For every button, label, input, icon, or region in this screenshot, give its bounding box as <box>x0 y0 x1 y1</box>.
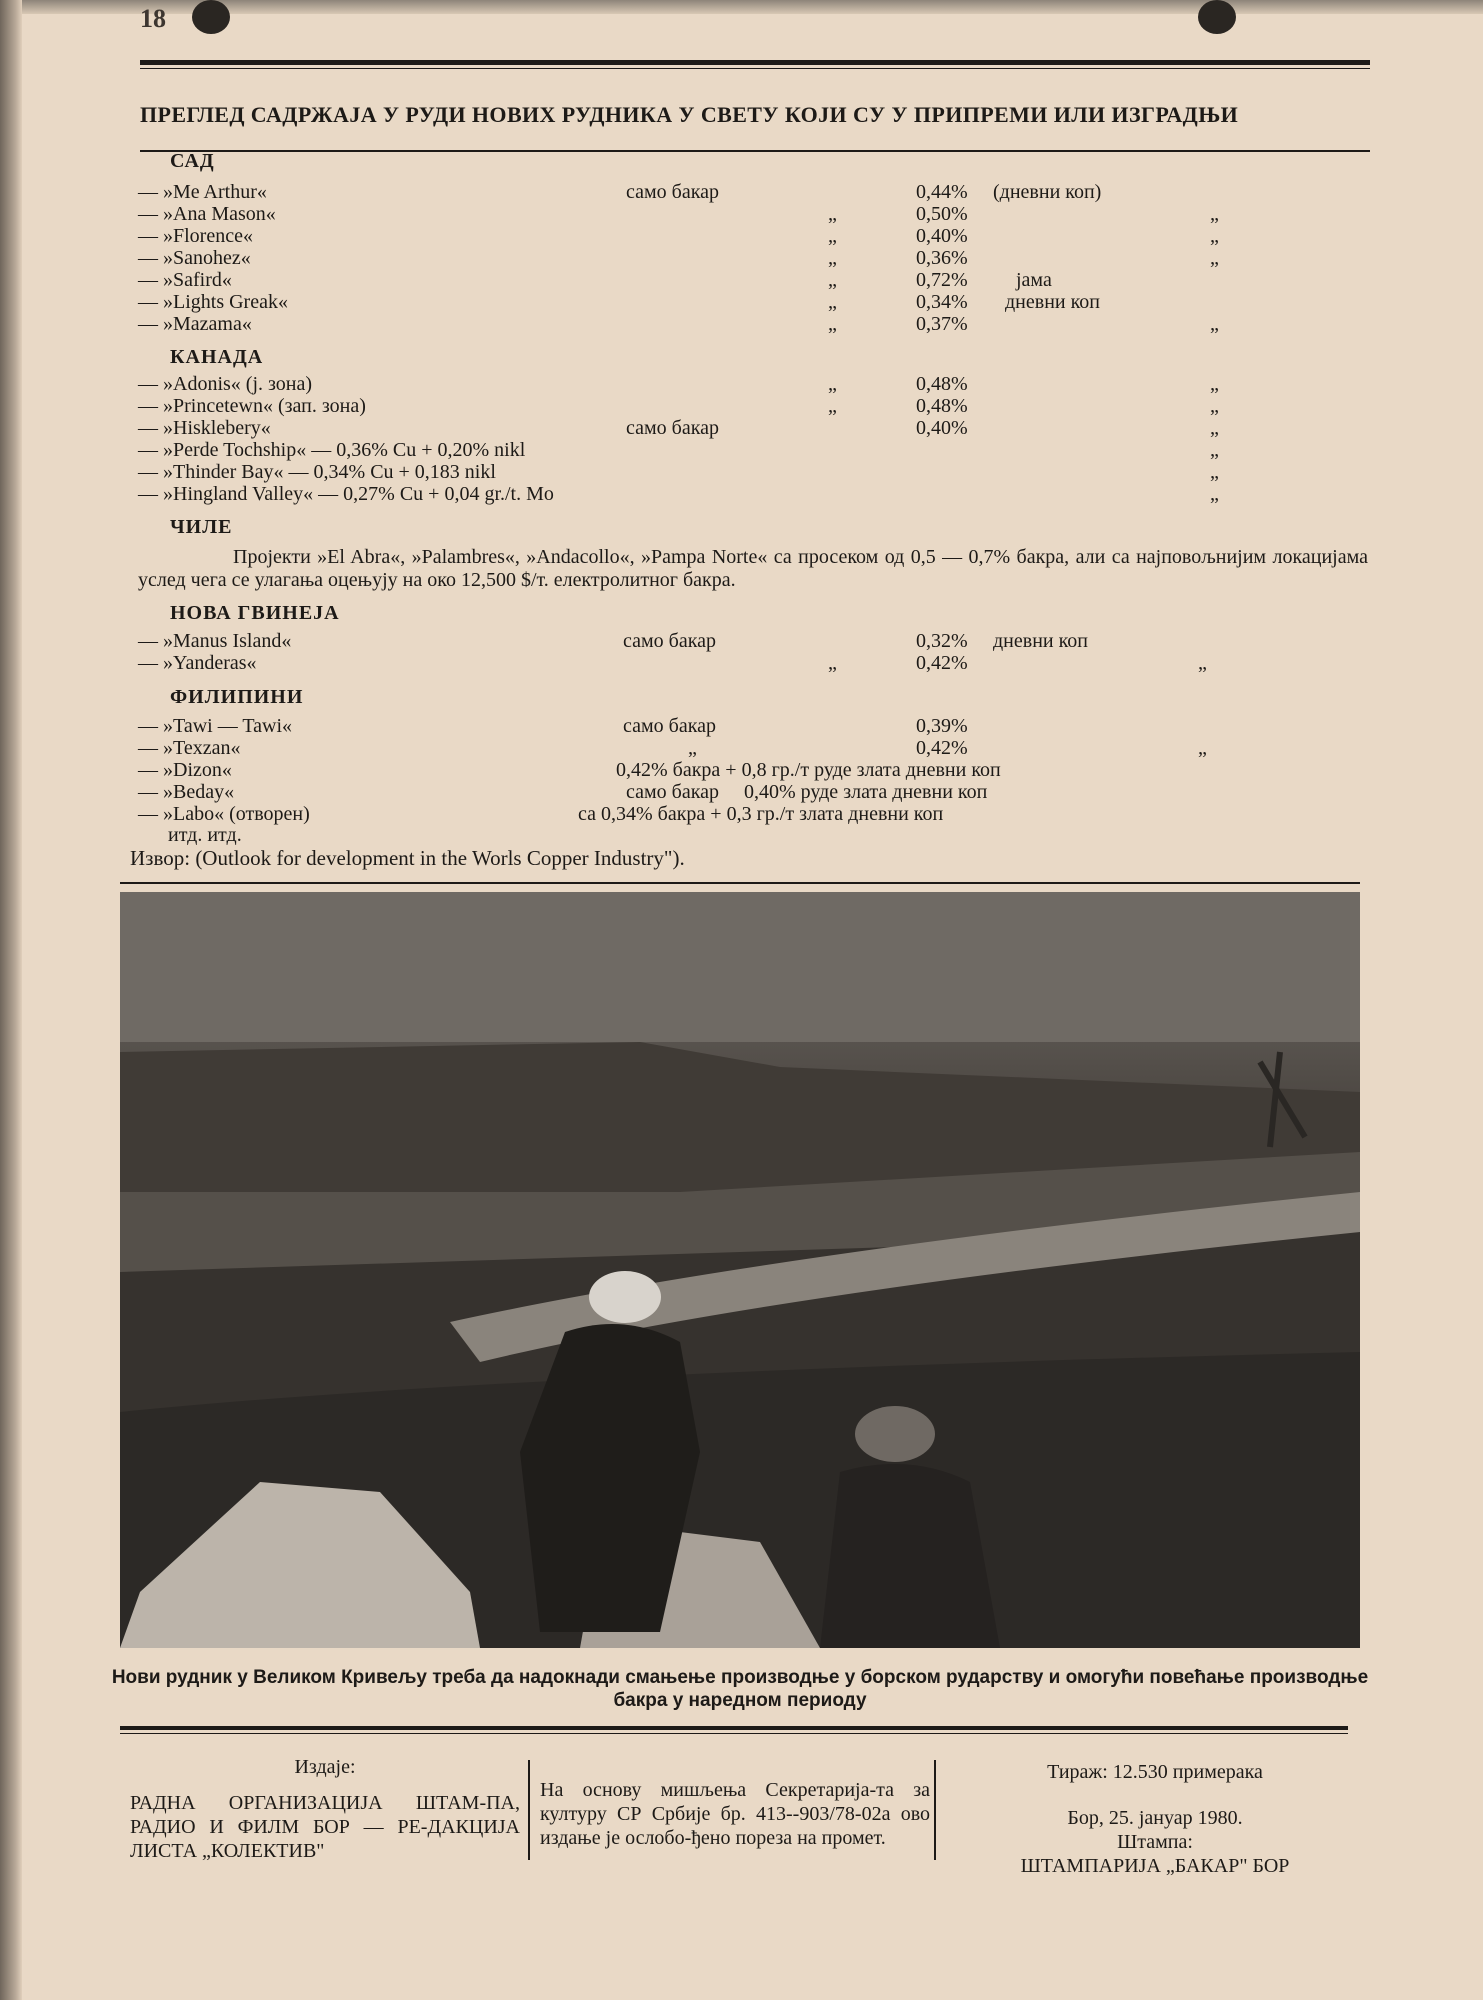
mine-name: — »Beday« <box>138 781 235 803</box>
metal: „ <box>828 225 837 247</box>
mine-name: — »Me Arthur« <box>138 181 267 203</box>
mine-name: — »Hisklebery« <box>138 417 271 439</box>
metal: „ <box>828 203 837 225</box>
article-heading: ПРЕГЛЕД САДРЖАЈА У РУДИ НОВИХ РУДНИКА У СВЕТУ КОЈИ СУ У ПРИПРЕМИ ИЛИ ИЗГРАДЊИ <box>140 102 1239 127</box>
mine-name: — »Adonis« (j. зона) <box>138 373 313 395</box>
publisher-block <box>130 1755 520 1863</box>
mining-type: „ <box>1210 373 1219 395</box>
copper-percent: 0,39% <box>916 715 968 737</box>
copper-percent: 0,34% <box>916 291 968 313</box>
circulation: Тираж: 12.530 примерака <box>1047 1761 1263 1783</box>
mine-name: — »Texzan« <box>138 737 241 759</box>
footer-divider-2 <box>934 1760 936 1860</box>
source-rule <box>120 882 1360 884</box>
mining-type: „ <box>1210 313 1219 335</box>
mining-type: „ <box>1210 439 1219 461</box>
copper-percent: 0,36% <box>916 247 968 269</box>
footer-rule-thin <box>120 1733 1348 1734</box>
copper-percent: 0,44% <box>916 181 968 203</box>
publisher-label: Издаје: <box>294 1756 356 1778</box>
mine-name: — »Princetewn« (зап. зона) <box>138 395 366 417</box>
section-title-new-guinea: НОВА ГВИНЕЈА <box>170 602 340 624</box>
chile-paragraph: Пројекти »El Abra«, »Palambres«, »Andacollo«, »Pampa Norte« са просеком од 0,5 — 0,7% бакра, али са најповољнијим локацијама услед чега се улагања оцењују на око 12,500 $/т. електролитног бакра. <box>138 546 1368 591</box>
mine-name: — »Florence« <box>138 225 253 247</box>
mining-type: дневни коп <box>1005 291 1101 313</box>
mining-type: „ <box>1210 395 1219 417</box>
footer-divider-1 <box>528 1760 530 1860</box>
copper-percent: 0,48% <box>916 395 968 417</box>
imprint-block <box>945 1760 1365 1878</box>
mining-type: дневни коп <box>993 630 1089 652</box>
metal: само бакар <box>626 417 719 439</box>
copper-percent: 0,37% <box>916 313 968 335</box>
mine-name: — »Hingland Valley« — 0,27% Cu + 0,04 gr./t. Mo <box>138 483 554 505</box>
mining-type: „ <box>1198 737 1207 759</box>
mine-name: — »Perde Tochship« — 0,36% Cu + 0,20% nikl <box>138 439 526 461</box>
publisher-name: РАДНА ОРГАНИЗАЦИЈА ШТАМ-ПА, РАДИО И ФИЛМ БОР — РЕ-ДАКЦИЈА ЛИСТА „КОЛЕКТИВ" <box>130 1792 520 1862</box>
mining-type: „ <box>1210 483 1219 505</box>
mine-name: — »Mazama« <box>138 313 252 335</box>
section-title-canada: КАНАДА <box>170 346 264 368</box>
top-rule-thin <box>140 68 1370 69</box>
binding-hole-left <box>192 0 230 34</box>
mine-name: — »Safird« <box>138 269 232 291</box>
mine-name: — »Dizon« <box>138 759 232 781</box>
metal: „ <box>828 373 837 395</box>
mine-photo-illustration <box>120 892 1360 1648</box>
mining-type: „ <box>1210 461 1219 483</box>
copper-percent: 0,40% <box>916 225 968 247</box>
source-note: Извор: (Outlook for development in the Worls Copper Industry"). <box>130 846 685 870</box>
metal: „ <box>828 247 837 269</box>
metal-and-gold: само бакар 0,40% руде злата дневни коп <box>626 781 988 803</box>
metal: само бакар <box>623 630 716 652</box>
mine-name: — »Tawi — Tawi« <box>138 715 293 737</box>
mine-name: — »Sanohez« <box>138 247 251 269</box>
metal-and-gold: 0,42% бакра + 0,8 гр./т руде злата дневни коп <box>616 759 1001 781</box>
mine-name: — »Ana Mason« <box>138 203 276 225</box>
metal-and-gold: са 0,34% бакра + 0,3 гр./т злата дневни коп <box>578 803 944 825</box>
printer-label: Штампа: <box>1117 1831 1193 1853</box>
mining-type: (дневни коп) <box>993 181 1102 203</box>
metal: само бакар <box>626 181 719 203</box>
page-left-edge <box>0 0 22 2000</box>
metal: „ <box>828 395 837 417</box>
page-number: 18 <box>140 4 166 33</box>
printer-name: ШТАМПАРИЈА „БАКАР" БОР <box>1020 1855 1290 1877</box>
copper-percent: 0,50% <box>916 203 968 225</box>
section-title-chile: ЧИЛЕ <box>170 516 233 538</box>
mining-type: „ <box>1210 417 1219 439</box>
mining-type: јама <box>1016 269 1052 291</box>
copper-percent: 0,72% <box>916 269 968 291</box>
copper-percent: 0,48% <box>916 373 968 395</box>
metal: „ <box>828 652 837 674</box>
photo-caption: Нови рудник у Великом Кривељу треба да надокнади смањење производње у борском рударству и омогући повећање производње бакра у наредном периоду <box>111 1667 1369 1711</box>
copper-percent: 0,42% <box>916 652 968 674</box>
copper-percent: 0,32% <box>916 630 968 652</box>
metal: само бакар <box>623 715 716 737</box>
publication-date: Бор, 25. јануар 1980. <box>1067 1807 1243 1829</box>
top-rule <box>140 60 1370 65</box>
metal: „ <box>828 313 837 335</box>
binding-hole-right <box>1198 0 1236 34</box>
mining-type: „ <box>1210 225 1219 247</box>
metal: „ <box>828 269 837 291</box>
section-title-philippines: ФИЛИПИНИ <box>170 686 304 708</box>
heading-rule <box>140 150 1370 152</box>
mine-name: — »Lights Greak« <box>138 291 288 313</box>
metal: „ <box>828 291 837 313</box>
copper-percent: 0,40% <box>916 417 968 439</box>
mine-name: — »Thinder Bay« — 0,34% Cu + 0,183 nikl <box>138 461 496 483</box>
metal: „ <box>688 737 697 759</box>
footer-rule <box>120 1726 1348 1730</box>
tax-note: На основу мишљења Секретарија-та за културу СР Србије бр. 413--903/78-02а ово издање је ослобо-ђено пореза на промет. <box>540 1779 930 1849</box>
copper-percent: 0,42% <box>916 737 968 759</box>
mining-type: „ <box>1198 652 1207 674</box>
section-title-usa: САД <box>170 150 215 172</box>
etc-note: итд. итд. <box>168 824 242 846</box>
mine-photo <box>120 892 1360 1648</box>
mining-type: „ <box>1210 203 1219 225</box>
mine-name: — »Manus Island« <box>138 630 292 652</box>
mine-name: — »Yanderas« <box>138 652 257 674</box>
mine-name: — »Labo« (отворен) <box>138 803 310 825</box>
mining-type: „ <box>1210 247 1219 269</box>
